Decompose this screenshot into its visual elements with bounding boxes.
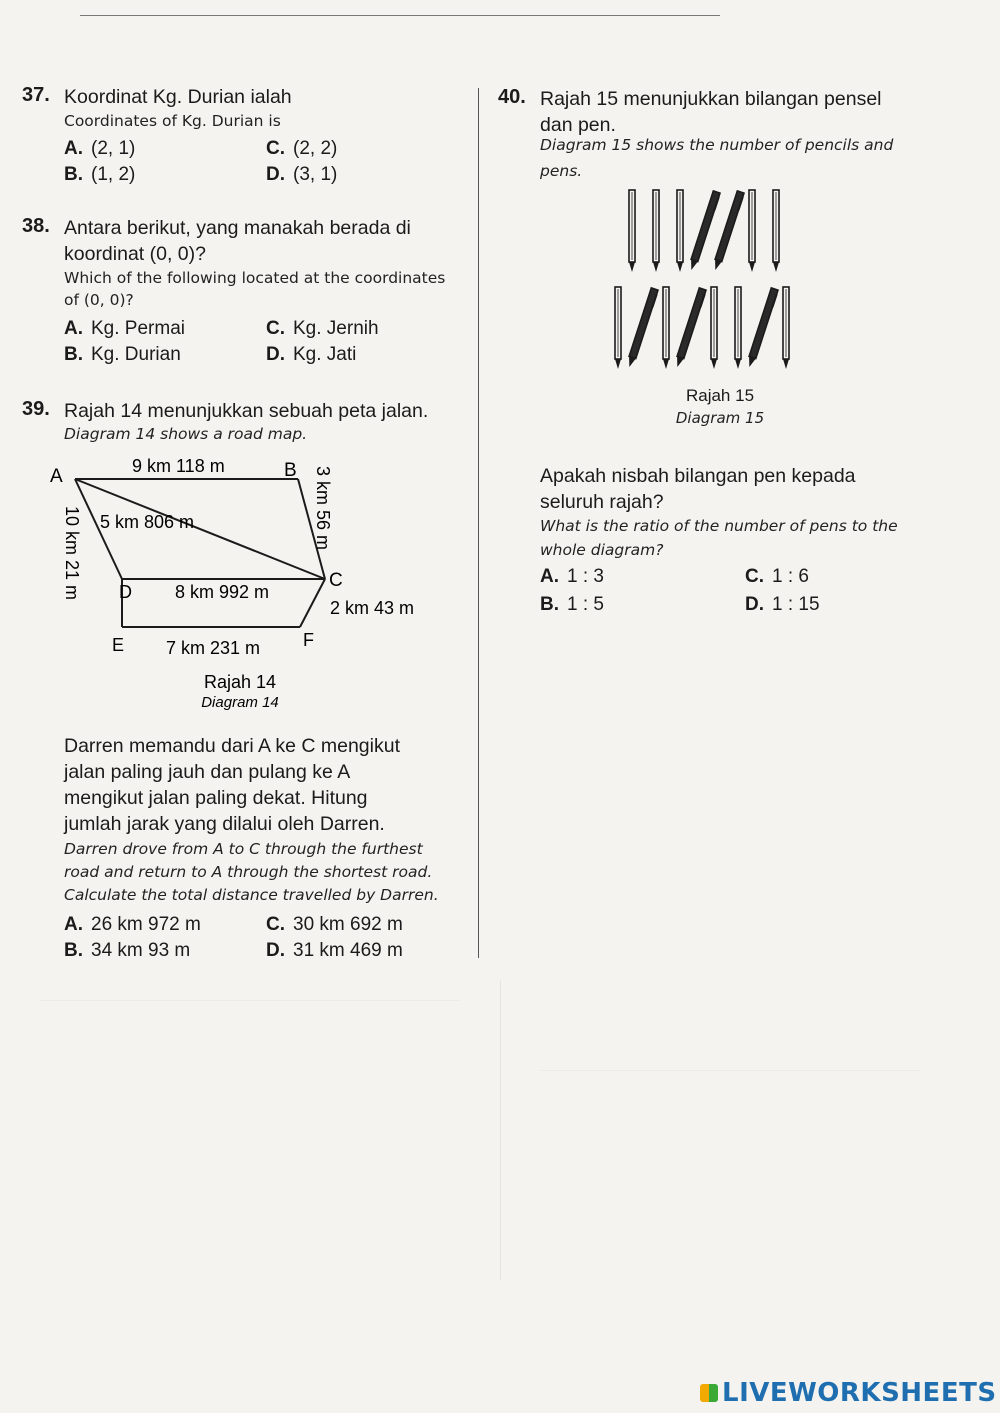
q38-number: 38. (22, 215, 50, 237)
option-text: (1, 2) (91, 164, 136, 185)
option-letter: B. (64, 344, 83, 365)
q37-option-c[interactable] (266, 138, 337, 160)
q38-option-a[interactable] (64, 318, 185, 340)
q40-number: 40. (498, 86, 526, 108)
q40-question-en-2: whole diagram? (540, 541, 664, 559)
q40-option-d[interactable] (745, 594, 820, 616)
option-letter: C. (266, 138, 285, 159)
option-letter: B. (540, 594, 559, 615)
option-text: 30 km 692 m (293, 914, 403, 935)
pencil-icon (711, 287, 717, 369)
point-f: F (303, 630, 314, 650)
option-letter: B. (64, 164, 83, 185)
option-letter: A. (540, 566, 559, 587)
pencil-icon (749, 190, 755, 272)
diagram-14-caption-en: Diagram 14 (201, 694, 279, 711)
label-dc: 8 km 992 m (175, 582, 270, 602)
top-rule (80, 15, 720, 16)
q39-body-ms-4: jumlah jarak yang dilalui oleh Darren. (64, 813, 385, 835)
option-letter: D. (745, 594, 764, 615)
point-a: A (50, 466, 63, 487)
q39-text-en: Diagram 14 shows a road map. (64, 425, 308, 443)
label-ef: 7 km 231 m (166, 638, 261, 658)
pencil-icon (629, 190, 635, 272)
option-letter: D. (266, 344, 285, 365)
q40-question-ms-1: Apakah nisbah bilangan pen kepada (540, 465, 856, 487)
option-letter: B. (64, 940, 83, 961)
road-map-diagram (40, 452, 460, 712)
q40-question-ms-2: seluruh rajah? (540, 491, 664, 513)
road-cf (300, 579, 325, 627)
q40-text-ms-1: Rajah 15 menunjukkan bilangan pensel (540, 88, 882, 110)
point-b: B (284, 460, 297, 481)
q39-body-en-2: road and return to A through the shortest road. (64, 863, 433, 881)
q37-text-en: Coordinates of Kg. Durian is (64, 112, 281, 130)
q39-option-c[interactable] (266, 914, 403, 936)
logo-icon (700, 1384, 718, 1402)
column-divider (478, 88, 479, 958)
q40-text-en-2: pens. (540, 162, 583, 180)
q38-text-ms-1: Antara berikut, yang manakah berada di (64, 217, 411, 239)
option-text: 1 : 5 (567, 594, 604, 615)
pencil-icon (653, 190, 659, 272)
label-ac: 5 km 806 m (100, 512, 195, 532)
q39-text-ms: Rajah 14 menunjukkan sebuah peta jalan. (64, 400, 429, 422)
option-text: (3, 1) (293, 164, 338, 185)
q38-option-d[interactable] (266, 344, 356, 366)
q39-number: 39. (22, 398, 50, 420)
q38-text-en-2: of (0, 0)? (64, 291, 134, 309)
pencil-icon (735, 287, 741, 369)
option-text: (2, 2) (293, 138, 338, 159)
q40-text-ms-2: dan pen. (540, 114, 616, 136)
q39-body-ms-2: jalan paling jauh dan pulang ke A (64, 761, 351, 783)
q40-question-en-1: What is the ratio of the number of pens to the (540, 517, 898, 535)
option-text: 1 : 3 (567, 566, 604, 587)
option-letter: A. (64, 914, 83, 935)
label-bc: 3 km 56 m (313, 466, 333, 551)
q39-body-en-3: Calculate the total distance travelled by Darren. (64, 886, 439, 904)
logo-text: LIVEWORKSHEETS (722, 1378, 997, 1408)
pen-icon (626, 288, 659, 368)
option-text: (2, 1) (91, 138, 136, 159)
q39-body-ms-1: Darren memandu dari A ke C mengikut (64, 735, 400, 757)
option-letter: C. (745, 566, 764, 587)
q39-body-ms-3: mengikut jalan paling dekat. Hitung (64, 787, 368, 809)
label-ad: 10 km 21 m (62, 506, 82, 601)
q40-option-c[interactable] (745, 566, 809, 588)
label-cf: 2 km 43 m (330, 598, 415, 618)
q38-option-c[interactable] (266, 318, 379, 340)
option-text: 1 : 15 (772, 594, 820, 615)
pen-icon (746, 288, 779, 368)
q37-option-a[interactable] (64, 138, 135, 160)
option-text: Kg. Jernih (293, 318, 379, 339)
pencil-icon (773, 190, 779, 272)
q38-text-en-1: Which of the following located at the coordinates (64, 269, 446, 287)
q40-option-a[interactable] (540, 566, 604, 588)
point-c: C (329, 570, 343, 591)
option-letter: C. (266, 914, 285, 935)
q37-option-d[interactable] (266, 164, 337, 186)
option-letter: A. (64, 318, 83, 339)
q39-body-en-1: Darren drove from A to C through the furthest (64, 840, 423, 858)
liveworksheets-logo[interactable] (700, 1378, 997, 1408)
q39-option-b[interactable] (64, 940, 190, 962)
q40-text-en-1: Diagram 15 shows the number of pencils and (540, 136, 894, 154)
option-text: Kg. Jati (293, 344, 357, 365)
option-text: 1 : 6 (772, 566, 809, 587)
pencils-and-pens-diagram (600, 185, 840, 385)
diagram-14-caption-ms: Rajah 14 (203, 672, 277, 692)
pencil-icon (677, 190, 683, 272)
q37-option-b[interactable] (64, 164, 135, 186)
pencil-icon (783, 287, 789, 369)
q40-option-b[interactable] (540, 594, 604, 616)
bleed-through-background (40, 980, 940, 1310)
q39-option-d[interactable] (266, 940, 403, 962)
diagram-15-caption-ms: Rajah 15 (685, 386, 755, 405)
option-text: Kg. Permai (91, 318, 185, 339)
option-letter: A. (64, 138, 83, 159)
pencil-icon (615, 287, 621, 369)
point-e: E (112, 635, 125, 655)
option-text: 26 km 972 m (91, 914, 201, 935)
pen-icon (674, 288, 707, 368)
option-text: 31 km 469 m (293, 940, 403, 961)
q37-text-ms: Koordinat Kg. Durian ialah (64, 86, 292, 108)
option-letter: D. (266, 164, 285, 185)
option-letter: C. (266, 318, 285, 339)
q38-option-b[interactable] (64, 344, 181, 366)
option-text: 34 km 93 m (91, 940, 191, 961)
q38-text-ms-2: koordinat (0, 0)? (64, 243, 206, 265)
label-ab: 9 km 118 m (132, 456, 225, 476)
q37-number: 37. (22, 84, 50, 106)
option-letter: D. (266, 940, 285, 961)
point-d: D (119, 582, 132, 602)
option-text: Kg. Durian (91, 344, 181, 365)
q39-option-a[interactable] (64, 914, 201, 936)
diagram-15-caption-en: Diagram 15 (675, 409, 765, 427)
pencil-icon (663, 287, 669, 369)
